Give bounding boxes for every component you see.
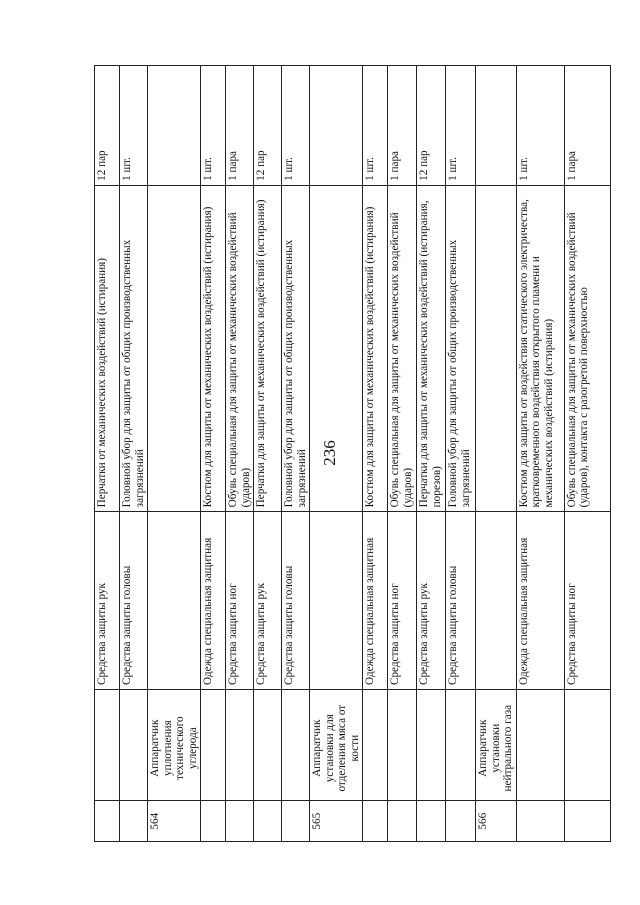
row-number bbox=[388, 801, 417, 842]
ppe-quantity: 1 шт. bbox=[446, 66, 476, 186]
profession-name: Аппаратчик уплотнения технического углерода bbox=[148, 690, 201, 801]
ppe-type: Средства защиты ног bbox=[564, 512, 610, 690]
ppe-item: Перчатки от механических воздействий (истирания) bbox=[95, 185, 120, 511]
row-number bbox=[95, 801, 120, 842]
ppe-type: Средства защиты головы bbox=[120, 512, 148, 690]
table-row bbox=[446, 66, 476, 842]
profession-name: Аппаратчик установки нейтрального газа bbox=[476, 690, 517, 801]
rotated-table-container bbox=[94, 65, 590, 842]
ppe-type: Средства защиты ног bbox=[226, 512, 254, 690]
profession-name bbox=[388, 690, 417, 801]
ppe-type: Одежда специальная защитная bbox=[516, 512, 564, 690]
table-row bbox=[564, 66, 610, 842]
table-row bbox=[363, 66, 388, 842]
profession-name bbox=[201, 690, 226, 801]
table-row bbox=[120, 66, 148, 842]
page-number: 236 bbox=[320, 440, 339, 466]
ppe-item: Костюм для защиты от механических воздействий (истирания) bbox=[363, 185, 388, 511]
ppe-type: Средства защиты рук bbox=[254, 512, 282, 690]
row-number bbox=[201, 801, 226, 842]
ppe-type: Средства защиты головы bbox=[282, 512, 310, 690]
profession-name: Аппаратчик установки для отделения мяса от кости bbox=[310, 690, 363, 801]
ppe-quantity: 12 пар bbox=[417, 66, 446, 186]
ppe-quantity: 1 пара bbox=[564, 66, 610, 186]
ppe-type: Средства защиты головы bbox=[446, 512, 476, 690]
ppe-item: Перчатки для защиты от механических воздействий (истирания) bbox=[254, 185, 282, 511]
ppe-quantity: 1 шт. bbox=[282, 66, 310, 186]
row-number bbox=[363, 801, 388, 842]
row-number bbox=[226, 801, 254, 842]
profession-name bbox=[120, 690, 148, 801]
ppe-quantity: 1 пара bbox=[388, 66, 417, 186]
table-row bbox=[226, 66, 254, 842]
ppe-item: Головной убор для защиты от общих производственных загрязнений bbox=[446, 185, 476, 511]
row-number bbox=[282, 801, 310, 842]
table-row bbox=[388, 66, 417, 842]
ppe-quantity: 1 шт. bbox=[120, 66, 148, 186]
table-row bbox=[417, 66, 446, 842]
ppe-item bbox=[310, 185, 363, 511]
ppe-item: Обувь специальная для защиты от механических воздействий (ударов), контакта с разогретой поверхностью bbox=[564, 185, 610, 511]
ppe-quantity: 12 пар bbox=[95, 66, 120, 186]
profession-name bbox=[254, 690, 282, 801]
ppe-item: Обувь специальная для защиты от механических воздействий (ударов) bbox=[388, 185, 417, 511]
row-number bbox=[446, 801, 476, 842]
row-number bbox=[417, 801, 446, 842]
profession-name bbox=[282, 690, 310, 801]
profession-name bbox=[417, 690, 446, 801]
table-row bbox=[476, 66, 517, 842]
row-number bbox=[564, 801, 610, 842]
ppe-quantity: 12 пар bbox=[254, 66, 282, 186]
table-row bbox=[516, 66, 564, 842]
row-number bbox=[516, 801, 564, 842]
profession-name bbox=[95, 690, 120, 801]
ppe-type: Одежда специальная защитная bbox=[201, 512, 226, 690]
ppe-item: Головной убор для защиты от общих производственных загрязнений bbox=[120, 185, 148, 511]
ppe-item: Костюм для защиты от механических воздействий (истирания) bbox=[201, 185, 226, 511]
ppe-quantity bbox=[476, 66, 517, 186]
ppe-type: Средства защиты рук bbox=[95, 512, 120, 690]
ppe-item bbox=[476, 185, 517, 511]
row-number bbox=[120, 801, 148, 842]
row-number bbox=[254, 801, 282, 842]
ppe-quantity: 1 пара bbox=[226, 66, 254, 186]
ppe-quantity bbox=[148, 66, 201, 186]
ppe-item bbox=[148, 185, 201, 511]
table-row bbox=[201, 66, 226, 842]
table-row bbox=[282, 66, 310, 842]
profession-name bbox=[363, 690, 388, 801]
ppe-type bbox=[476, 512, 517, 690]
ppe-table bbox=[94, 65, 611, 842]
profession-name bbox=[564, 690, 610, 801]
ppe-quantity: 1 шт. bbox=[201, 66, 226, 186]
profession-name bbox=[446, 690, 476, 801]
profession-name bbox=[516, 690, 564, 801]
ppe-item: Перчатки для защиты от механических воздействий (истирания, порезов) bbox=[417, 185, 446, 511]
ppe-type: Средства защиты рук bbox=[417, 512, 446, 690]
table-row bbox=[95, 66, 120, 842]
ppe-type: Средства защиты ног bbox=[388, 512, 417, 690]
ppe-item: Головной убор для защиты от общих производственных загрязнений bbox=[282, 185, 310, 511]
row-number: 564 bbox=[148, 801, 201, 842]
ppe-type bbox=[148, 512, 201, 690]
ppe-quantity: 1 шт. bbox=[363, 66, 388, 186]
ppe-item: Костюм для защиты от воздействия статического электричества, кратковременного воздействия открытого пламени и механических воздействий (истирания) bbox=[516, 185, 564, 511]
table-row bbox=[254, 66, 282, 842]
ppe-type bbox=[310, 512, 363, 690]
row-number: 565 bbox=[310, 801, 363, 842]
ppe-type: Одежда специальная защитная bbox=[363, 512, 388, 690]
profession-name bbox=[226, 690, 254, 801]
ppe-quantity: 1 шт. bbox=[516, 66, 564, 186]
table-row bbox=[310, 66, 363, 842]
ppe-item: Обувь специальная для защиты от механических воздействий (ударов) bbox=[226, 185, 254, 511]
row-number: 566 bbox=[476, 801, 517, 842]
table-row bbox=[148, 66, 201, 842]
ppe-quantity bbox=[310, 66, 363, 186]
